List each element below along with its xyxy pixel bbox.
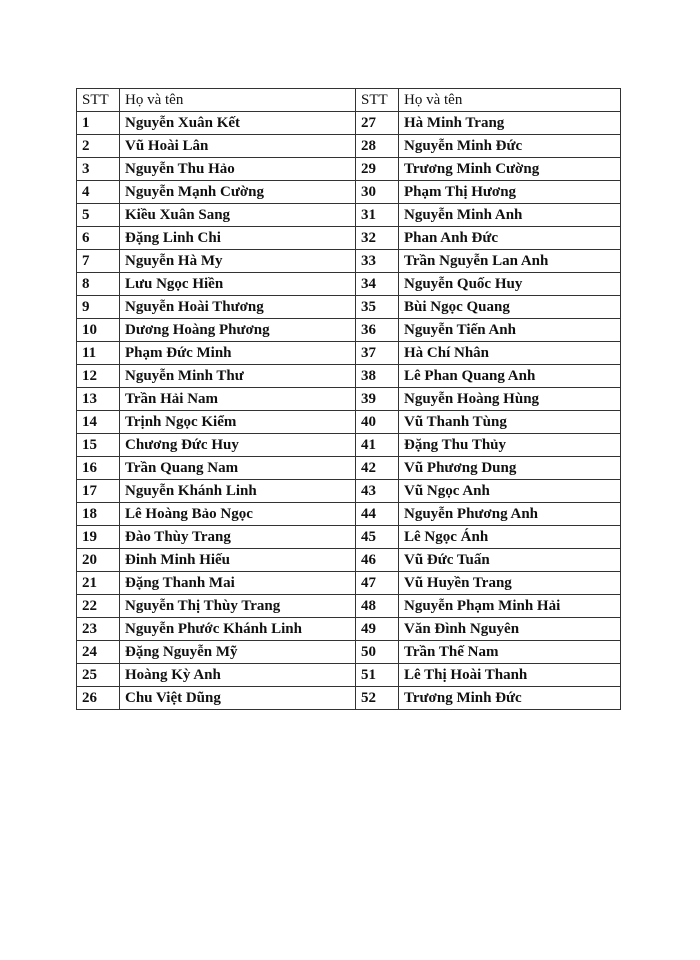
cell-name-right: Trương Minh Cường <box>399 158 621 181</box>
cell-name-right: Nguyễn Hoàng Hùng <box>399 388 621 411</box>
cell-stt-right: 34 <box>356 273 399 296</box>
table-row <box>77 687 621 710</box>
table-row <box>77 434 621 457</box>
table-row <box>77 549 621 572</box>
table-row <box>77 181 621 204</box>
cell-stt-right: 28 <box>356 135 399 158</box>
cell-name-right: Hà Minh Trang <box>399 112 621 135</box>
cell-name-left: Nguyễn Thị Thùy Trang <box>120 595 356 618</box>
cell-name-left: Chương Đức Huy <box>120 434 356 457</box>
cell-name-right: Nguyễn Minh Đức <box>399 135 621 158</box>
header-name-right: Họ và tên <box>399 89 621 112</box>
cell-stt-right: 47 <box>356 572 399 595</box>
cell-stt-right: 46 <box>356 549 399 572</box>
table-row <box>77 227 621 250</box>
cell-name-right: Bùi Ngọc Quang <box>399 296 621 319</box>
cell-stt-left: 17 <box>77 480 120 503</box>
cell-stt-right: 41 <box>356 434 399 457</box>
cell-name-left: Nguyễn Xuân Kết <box>120 112 356 135</box>
cell-stt-right: 27 <box>356 112 399 135</box>
cell-stt-right: 32 <box>356 227 399 250</box>
cell-name-left: Chu Việt Dũng <box>120 687 356 710</box>
cell-name-left: Lưu Ngọc Hiền <box>120 273 356 296</box>
cell-stt-right: 42 <box>356 457 399 480</box>
cell-stt-left: 18 <box>77 503 120 526</box>
cell-name-right: Hà Chí Nhân <box>399 342 621 365</box>
cell-name-right: Nguyễn Quốc Huy <box>399 273 621 296</box>
cell-stt-right: 36 <box>356 319 399 342</box>
table-row <box>77 595 621 618</box>
table-row <box>77 112 621 135</box>
cell-stt-right: 44 <box>356 503 399 526</box>
cell-name-left: Nguyễn Thu Hảo <box>120 158 356 181</box>
cell-stt-right: 52 <box>356 687 399 710</box>
table-row <box>77 388 621 411</box>
header-stt-right: STT <box>356 89 399 112</box>
cell-stt-left: 5 <box>77 204 120 227</box>
cell-stt-right: 31 <box>356 204 399 227</box>
table-row <box>77 526 621 549</box>
cell-name-right: Vũ Thanh Tùng <box>399 411 621 434</box>
table-row <box>77 641 621 664</box>
cell-stt-left: 19 <box>77 526 120 549</box>
cell-stt-left: 8 <box>77 273 120 296</box>
cell-stt-right: 37 <box>356 342 399 365</box>
cell-stt-left: 26 <box>77 687 120 710</box>
cell-name-left: Kiều Xuân Sang <box>120 204 356 227</box>
cell-name-right: Đặng Thu Thủy <box>399 434 621 457</box>
cell-name-left: Trịnh Ngọc Kiểm <box>120 411 356 434</box>
cell-name-left: Đặng Linh Chi <box>120 227 356 250</box>
cell-name-right: Vũ Đức Tuấn <box>399 549 621 572</box>
table-row <box>77 572 621 595</box>
cell-name-left: Đinh Minh Hiếu <box>120 549 356 572</box>
cell-name-right: Nguyễn Phương Anh <box>399 503 621 526</box>
cell-name-left: Trần Hải Nam <box>120 388 356 411</box>
table-row <box>77 319 621 342</box>
cell-stt-right: 30 <box>356 181 399 204</box>
cell-stt-left: 10 <box>77 319 120 342</box>
table-body <box>77 112 621 710</box>
cell-stt-right: 43 <box>356 480 399 503</box>
cell-stt-right: 33 <box>356 250 399 273</box>
table-row <box>77 664 621 687</box>
cell-stt-right: 51 <box>356 664 399 687</box>
header-name-left: Họ và tên <box>120 89 356 112</box>
cell-name-right: Vũ Phương Dung <box>399 457 621 480</box>
cell-name-right: Trần Thế Nam <box>399 641 621 664</box>
cell-stt-left: 21 <box>77 572 120 595</box>
cell-name-left: Nguyễn Hà My <box>120 250 356 273</box>
cell-name-right: Nguyễn Minh Anh <box>399 204 621 227</box>
table-row <box>77 250 621 273</box>
cell-stt-left: 20 <box>77 549 120 572</box>
cell-name-left: Trần Quang Nam <box>120 457 356 480</box>
table-row <box>77 273 621 296</box>
cell-name-left: Nguyễn Phước Khánh Linh <box>120 618 356 641</box>
table-row <box>77 411 621 434</box>
cell-stt-left: 9 <box>77 296 120 319</box>
cell-name-right: Vũ Ngọc Anh <box>399 480 621 503</box>
table-row <box>77 158 621 181</box>
cell-name-left: Nguyễn Khánh Linh <box>120 480 356 503</box>
cell-stt-left: 6 <box>77 227 120 250</box>
cell-stt-right: 40 <box>356 411 399 434</box>
cell-stt-left: 1 <box>77 112 120 135</box>
cell-stt-left: 7 <box>77 250 120 273</box>
cell-name-right: Phan Anh Đức <box>399 227 621 250</box>
cell-name-left: Vũ Hoài Lân <box>120 135 356 158</box>
cell-stt-left: 14 <box>77 411 120 434</box>
cell-stt-right: 50 <box>356 641 399 664</box>
cell-name-left: Nguyễn Mạnh Cường <box>120 181 356 204</box>
table-row <box>77 296 621 319</box>
student-list-table <box>76 88 621 710</box>
cell-stt-left: 11 <box>77 342 120 365</box>
table-row <box>77 204 621 227</box>
cell-name-left: Đặng Thanh Mai <box>120 572 356 595</box>
cell-name-left: Dương Hoàng Phương <box>120 319 356 342</box>
cell-name-left: Đặng Nguyễn Mỹ <box>120 641 356 664</box>
cell-stt-left: 15 <box>77 434 120 457</box>
cell-name-right: Phạm Thị Hương <box>399 181 621 204</box>
cell-stt-right: 48 <box>356 595 399 618</box>
cell-stt-left: 4 <box>77 181 120 204</box>
cell-name-left: Lê Hoàng Bảo Ngọc <box>120 503 356 526</box>
table-row <box>77 365 621 388</box>
cell-name-right: Văn Đình Nguyên <box>399 618 621 641</box>
cell-name-right: Lê Phan Quang Anh <box>399 365 621 388</box>
table-row <box>77 342 621 365</box>
cell-stt-right: 49 <box>356 618 399 641</box>
cell-stt-left: 23 <box>77 618 120 641</box>
cell-stt-left: 3 <box>77 158 120 181</box>
cell-stt-right: 38 <box>356 365 399 388</box>
table-row <box>77 457 621 480</box>
table-row <box>77 618 621 641</box>
table-row <box>77 135 621 158</box>
cell-name-right: Lê Ngọc Ánh <box>399 526 621 549</box>
cell-stt-left: 16 <box>77 457 120 480</box>
cell-name-left: Đào Thùy Trang <box>120 526 356 549</box>
table-row <box>77 503 621 526</box>
cell-name-right: Nguyễn Tiến Anh <box>399 319 621 342</box>
cell-stt-right: 39 <box>356 388 399 411</box>
cell-name-left: Nguyễn Hoài Thương <box>120 296 356 319</box>
table-row <box>77 480 621 503</box>
cell-stt-right: 29 <box>356 158 399 181</box>
cell-name-left: Nguyễn Minh Thư <box>120 365 356 388</box>
cell-stt-left: 22 <box>77 595 120 618</box>
cell-stt-right: 35 <box>356 296 399 319</box>
cell-name-left: Hoàng Kỳ Anh <box>120 664 356 687</box>
cell-name-right: Trần Nguyễn Lan Anh <box>399 250 621 273</box>
header-stt-left: STT <box>77 89 120 112</box>
cell-name-right: Trương Minh Đức <box>399 687 621 710</box>
cell-name-right: Vũ Huyền Trang <box>399 572 621 595</box>
cell-stt-left: 24 <box>77 641 120 664</box>
cell-stt-left: 13 <box>77 388 120 411</box>
cell-stt-left: 12 <box>77 365 120 388</box>
cell-name-right: Nguyễn Phạm Minh Hải <box>399 595 621 618</box>
cell-stt-left: 2 <box>77 135 120 158</box>
cell-name-right: Lê Thị Hoài Thanh <box>399 664 621 687</box>
cell-name-left: Phạm Đức Minh <box>120 342 356 365</box>
cell-stt-left: 25 <box>77 664 120 687</box>
header-row <box>77 89 621 112</box>
cell-stt-right: 45 <box>356 526 399 549</box>
